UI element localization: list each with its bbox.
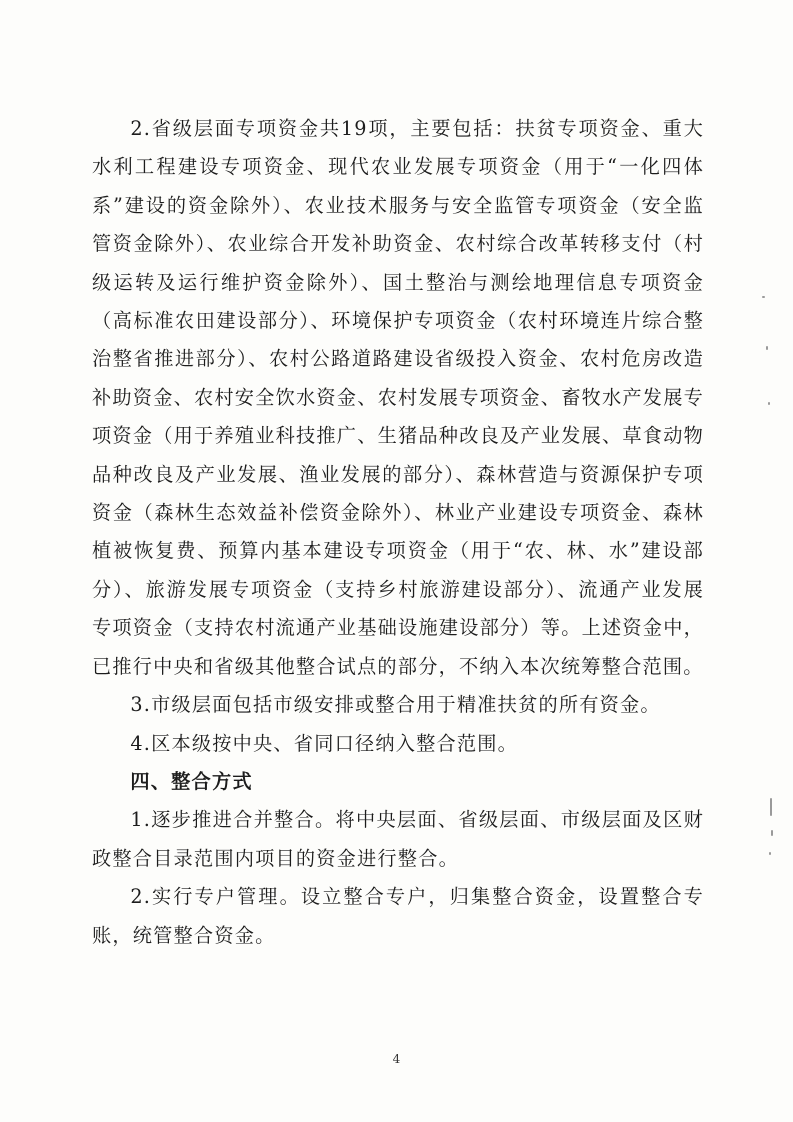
section-heading: 四、整合方式 — [130, 769, 253, 793]
scan-speck — [770, 798, 772, 816]
document-body — [92, 110, 704, 955]
paragraph-municipal-funds: 3.市级层面包括市级安排或整合用于精准扶贫的所有资金。 — [130, 693, 661, 717]
paragraph-method-merge: 1.逐步推进合并整合。将中央层面、省级层面、市级层面及区财政整合目录范围内项目的资金进行整合。 — [92, 808, 704, 870]
scan-speck — [762, 296, 765, 298]
paragraph-provincial-funds: 2.省级层面专项资金共19项，主要包括：扶贫专项资金、重大水利工程建设专项资金、现代农业发展专项资金（用于“一化四体系”建设的资金除外）、农业技术服务与安全监管专项资金（安全监管资金除外）、农业综合开发补助资金、农村综合改革转移支付（村级运转及运行维护资金除外）、国土整治与测绘地理信息专项资金（高标准农田建设部分）、环境保护专项资金（农村环境连片综合整治整省推进部分）、农村公路道路建设省级投入资金、农村危房改造补助资金、农村安全饮水资金、农村发展专项资金、畜牧水产发展专项资金（用于养殖业科技推广、生猪品种改良及产业发展、草食动物品种改良及产业发展、渔业发展的部分）、森林营造与资源保护专项资金（森林生态效益补偿资金除外）、林业产业建设专项资金、森林植被恢复费、预算内基本建设专项资金（用于“农、林、水”建设部分）、旅游发展专项资金（支持乡村旅游建设部分）、流通产业发展专项资金（支持农村流通产业基础设施建设部分）等。上述资金中，已推行中央和省级其他整合试点的部分，不纳入本次统筹整合范围。 — [92, 117, 704, 678]
scan-speck — [768, 402, 770, 405]
paragraph-district-funds: 4.区本级按中央、省同口径纳入整合范围。 — [130, 731, 519, 755]
page-number: 4 — [392, 1052, 401, 1066]
scan-speck — [771, 830, 773, 836]
paragraph-method-account: 2.实行专户管理。设立整合专户，归集整合资金，设置整合专账，统管整合资金。 — [92, 885, 704, 947]
scan-speck — [766, 346, 768, 350]
scan-speck — [769, 852, 771, 855]
